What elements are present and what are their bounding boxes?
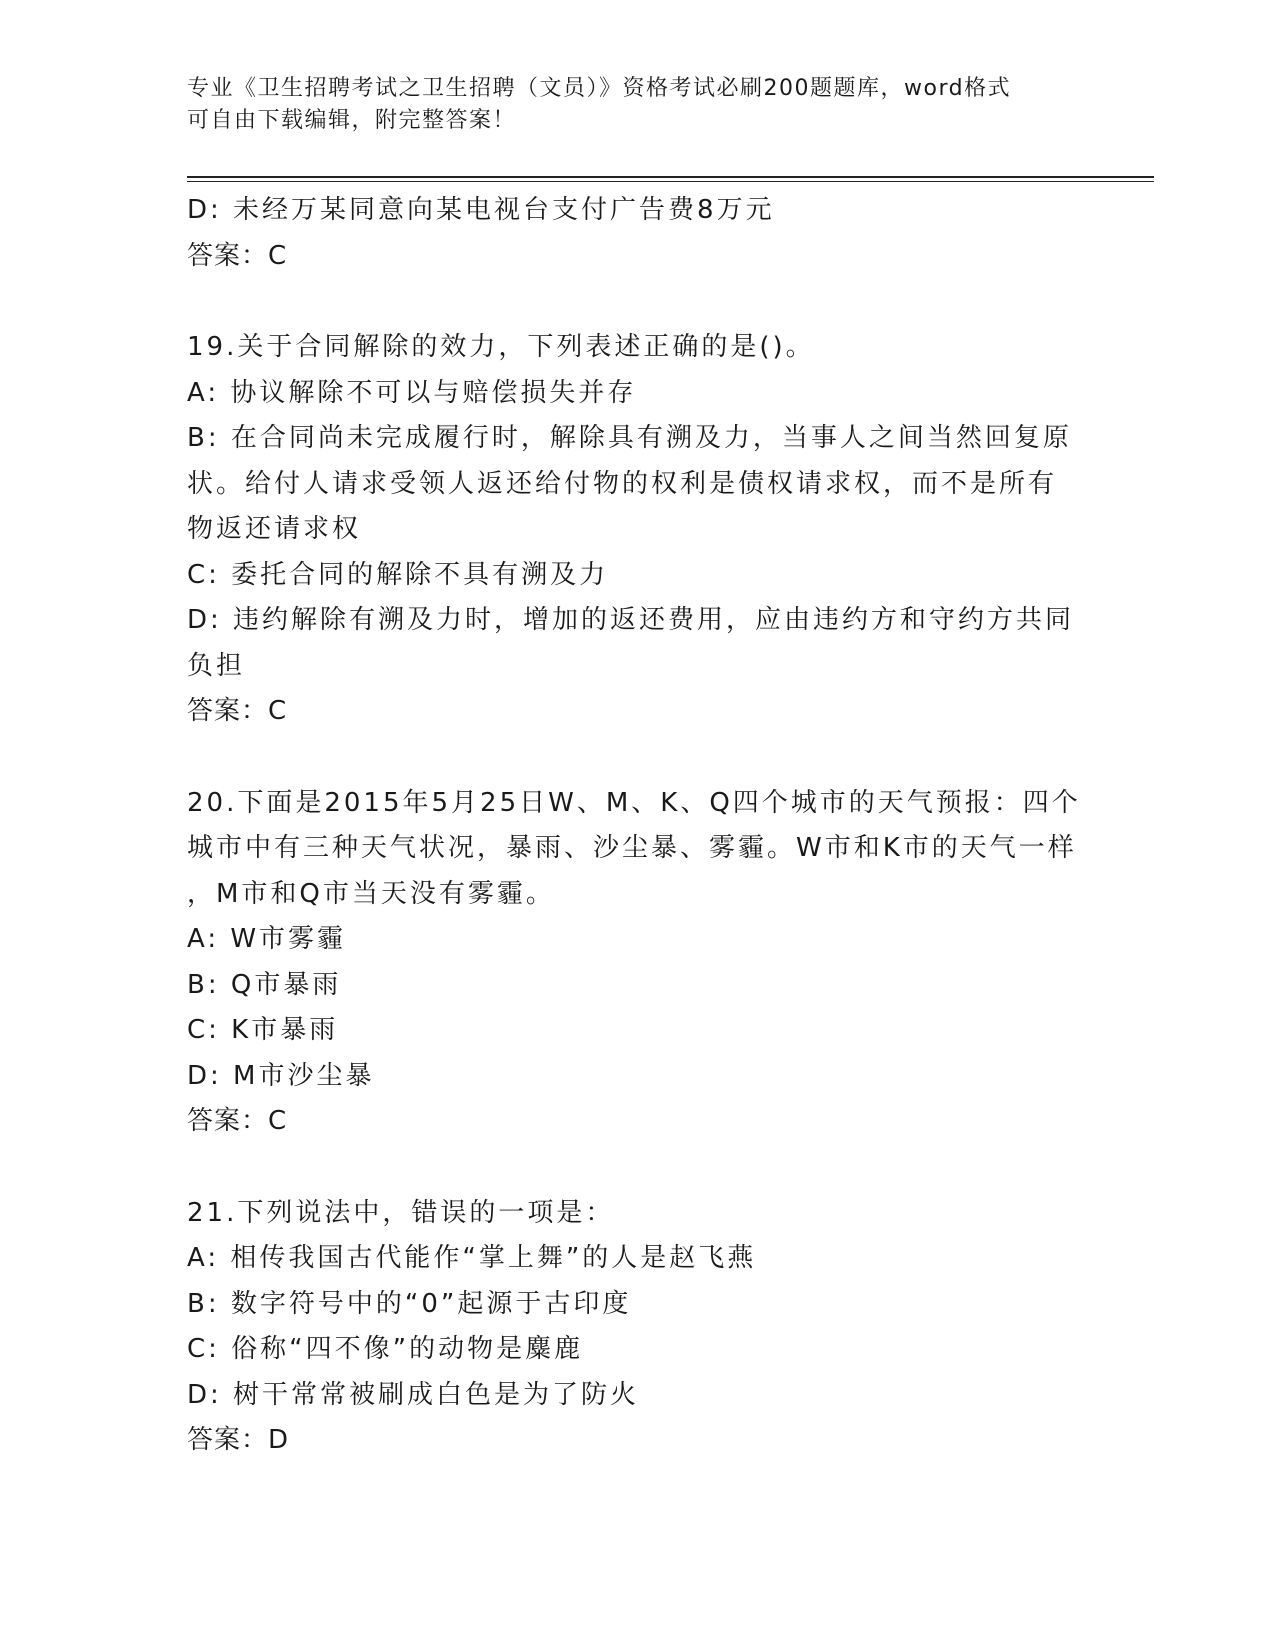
question-19 [187, 325, 1082, 735]
option-b: B: Q市暴雨 [187, 969, 342, 1000]
option-a: A: 相传我国古代能作“掌上舞”的人是赵飞燕 [187, 1243, 757, 1273]
header-divider-thick [187, 176, 1154, 178]
option-d: D: 树干常常被刷成白色是为了防火 [187, 1379, 640, 1410]
option-d-continued: 负担 [187, 650, 246, 681]
answer-line: 答案：D [187, 1425, 290, 1455]
question-21 [187, 1191, 1082, 1464]
answer-line: 答案：C [187, 1106, 288, 1136]
header-divider-thin [187, 181, 1154, 182]
option-d: D: M市沙尘暴 [187, 1060, 375, 1091]
question-text: 21.下列说法中，错误的一项是： [187, 1197, 615, 1228]
question-text-continued: 城市中有三种天气状况，暴雨、沙尘暴、雾霾。W市和K市的天气一样 [187, 833, 1077, 863]
option-c: C: K市暴雨 [187, 1015, 339, 1045]
option-a: A: W市雾霾 [187, 924, 347, 954]
header-line-1: 专业《卫生招聘考试之卫生招聘（文员）》资格考试必刷200题题库，word格式 [187, 76, 1012, 101]
document-body [187, 188, 1082, 1464]
option-c: C: 俗称“四不像”的动物是麋鹿 [187, 1334, 584, 1364]
previous-question-tail [187, 188, 1082, 279]
option-a: A: 协议解除不可以与赔偿损失并存 [187, 377, 637, 408]
document-header [187, 73, 1077, 137]
option-d: D: 违约解除有溯及力时，增加的返还费用，应由违约方和守约方共同 [187, 605, 1075, 635]
question-20 [187, 781, 1082, 1145]
option-d: D: 未经万某同意向某电视台支付广告费8万元 [187, 195, 775, 225]
header-line-2: 可自由下载编辑，附完整答案！ [187, 108, 517, 133]
answer-line: 答案：C [187, 240, 288, 271]
option-b-continued: 状。给付人请求受领人返还给付物的权利是债权请求权，而不是所有 [187, 468, 1058, 499]
option-c: C: 委托合同的解除不具有溯及力 [187, 559, 609, 590]
question-text: 19.关于合同解除的效力，下列表述正确的是()。 [187, 332, 815, 362]
option-b: B: 数字符号中的“0”起源于古印度 [187, 1288, 632, 1319]
question-text-continued: ，M市和Q市当天没有雾霾。 [187, 878, 555, 909]
answer-line: 答案：C [187, 696, 288, 726]
question-text: 20.下面是2015年5月25日W、M、K、Q四个城市的天气预报：四个 [187, 787, 1081, 818]
option-b: B: 在合同尚未完成履行时，解除具有溯及力，当事人之间当然回复原 [187, 423, 1072, 453]
option-b-continued: 物返还请求权 [187, 514, 362, 544]
